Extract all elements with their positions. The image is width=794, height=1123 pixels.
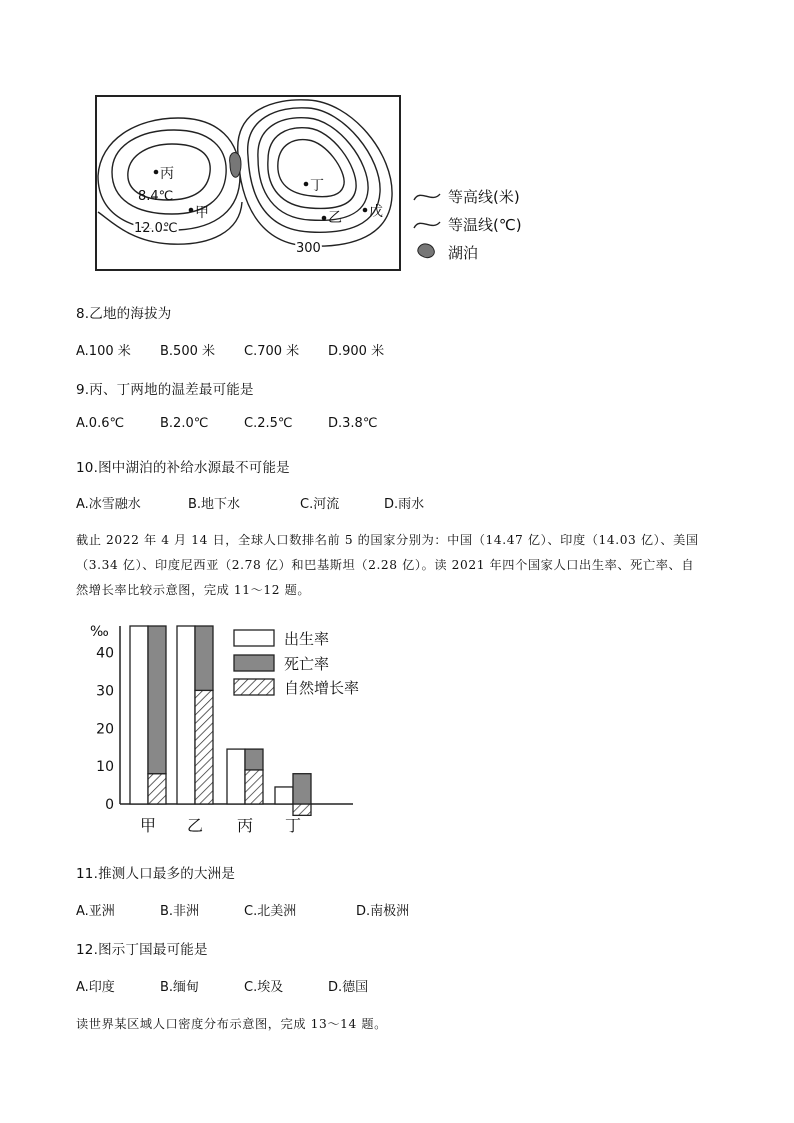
y-tick-label: 10 bbox=[96, 759, 114, 776]
point-jia bbox=[189, 208, 194, 213]
bar-natural-growth bbox=[293, 804, 311, 815]
option-12-c[interactable]: C.埃及 bbox=[244, 980, 284, 995]
contour-map-figure bbox=[90, 92, 530, 277]
y-tick-label: 30 bbox=[96, 683, 114, 700]
point-bing bbox=[154, 170, 159, 175]
x-category-label: 丁 bbox=[284, 816, 302, 835]
option-12-a[interactable]: A.印度 bbox=[76, 980, 115, 995]
option-8-b[interactable]: B.500 米 bbox=[160, 344, 215, 359]
option-9-b[interactable]: B.2.0℃ bbox=[160, 416, 209, 431]
legend-contour-symbol bbox=[414, 194, 440, 200]
lake-shape bbox=[230, 152, 241, 177]
legend-lake-label: 湖泊 bbox=[448, 244, 479, 262]
contour-line bbox=[238, 100, 392, 246]
option-9-a[interactable]: A.0.6℃ bbox=[76, 416, 125, 431]
label-bing: 丙 bbox=[160, 166, 174, 182]
map-frame bbox=[96, 96, 400, 270]
contour-line bbox=[258, 118, 368, 221]
legend-swatch bbox=[234, 630, 274, 646]
passage-line-2: （3.34 亿）、印度尼西亚（2.78 亿）和巴基斯坦（2.28 亿）。读 2021 年四个国家人口出生率、死亡率、自 bbox=[76, 558, 695, 572]
point-wu bbox=[363, 208, 368, 213]
option-10-c[interactable]: C.河流 bbox=[300, 497, 340, 512]
point-ding bbox=[304, 182, 309, 187]
legend-contour-label: 等高线(米) bbox=[448, 188, 520, 206]
bar-birth-rate bbox=[227, 749, 245, 804]
passage-population bbox=[76, 528, 716, 603]
bar-death-rate bbox=[195, 626, 213, 690]
bar-death-rate bbox=[148, 626, 166, 774]
option-11-b[interactable]: B.非洲 bbox=[160, 904, 200, 919]
question-12: 12.图示丁国最可能是 bbox=[76, 942, 208, 958]
option-11-a[interactable]: A.亚洲 bbox=[76, 904, 115, 919]
legend-label: 出生率 bbox=[284, 630, 330, 648]
option-10-b[interactable]: B.地下水 bbox=[188, 497, 241, 512]
bar-birth-rate bbox=[177, 626, 195, 804]
bar-birth-rate bbox=[130, 626, 148, 804]
option-8-c[interactable]: C.700 米 bbox=[244, 344, 300, 359]
y-tick-label: 20 bbox=[96, 721, 114, 738]
label-ding: 丁 bbox=[310, 178, 324, 194]
options-8 bbox=[76, 340, 412, 359]
option-9-d[interactable]: D.3.8℃ bbox=[328, 416, 378, 431]
option-10-a[interactable]: A.冰雪融水 bbox=[76, 497, 141, 512]
option-8-d[interactable]: D.900 米 bbox=[328, 344, 385, 359]
legend-lake-symbol bbox=[418, 244, 434, 258]
legend-isotherm-symbol bbox=[414, 222, 440, 228]
y-tick-label: 0 bbox=[105, 797, 114, 813]
question-11: 11.推测人口最多的大洲是 bbox=[76, 866, 236, 882]
option-9-c[interactable]: C.2.5℃ bbox=[244, 416, 293, 431]
options-11 bbox=[76, 900, 440, 919]
legend-isotherm-label: 等温线(℃) bbox=[448, 216, 522, 234]
label-elevation: 300 bbox=[296, 241, 321, 256]
point-yi bbox=[322, 216, 327, 221]
x-category-label: 丙 bbox=[236, 816, 254, 835]
legend-label: 死亡率 bbox=[284, 655, 330, 673]
passage-line-3: 然增长率比较示意图，完成 11～12 题。 bbox=[76, 583, 311, 597]
legend-label: 自然增长率 bbox=[284, 679, 360, 697]
question-10: 10.图中湖泊的补给水源最不可能是 bbox=[76, 460, 290, 476]
label-wu: 戊 bbox=[369, 204, 383, 220]
option-12-b[interactable]: B.缅甸 bbox=[160, 980, 200, 995]
question-9: 9.丙、丁两地的温差最可能是 bbox=[76, 382, 254, 398]
bar-natural-growth bbox=[195, 690, 213, 804]
passage-density: 读世界某区域人口密度分布示意图，完成 13～14 题。 bbox=[76, 1017, 387, 1031]
options-12 bbox=[76, 976, 412, 995]
bar-natural-growth bbox=[148, 774, 166, 804]
x-category-label: 乙 bbox=[186, 816, 204, 835]
label-jia: 甲 bbox=[195, 205, 209, 221]
question-8: 8.乙地的海拔为 bbox=[76, 306, 172, 322]
option-11-d[interactable]: D.南极洲 bbox=[356, 904, 410, 919]
passage-line-1: 截止 2022 年 4 月 14 日，全球人口数排名前 5 的国家分别为：中国（14.47 亿）、印度（14.03 亿）、美国 bbox=[76, 533, 699, 547]
label-yi: 乙 bbox=[328, 210, 342, 226]
y-tick-label: 40 bbox=[96, 645, 114, 662]
option-8-a[interactable]: A.100 米 bbox=[76, 344, 131, 359]
options-10 bbox=[76, 493, 468, 512]
bar-death-rate bbox=[245, 749, 263, 770]
x-category-label: 甲 bbox=[139, 816, 157, 835]
legend-swatch bbox=[234, 679, 274, 695]
legend-swatch bbox=[234, 655, 274, 671]
options-9 bbox=[76, 416, 412, 431]
option-11-c[interactable]: C.北美洲 bbox=[244, 904, 297, 919]
population-rate-chart bbox=[88, 618, 388, 840]
bar-death-rate bbox=[293, 774, 311, 804]
option-10-d[interactable]: D.雨水 bbox=[384, 497, 425, 512]
label-temp-outer: 12.0℃ bbox=[134, 221, 178, 236]
bar-birth-rate bbox=[275, 787, 293, 804]
y-unit-label: ‰ bbox=[90, 624, 109, 640]
label-temp-inner: 8.4℃ bbox=[138, 189, 174, 204]
bar-natural-growth bbox=[245, 770, 263, 804]
option-12-d[interactable]: D.德国 bbox=[328, 980, 369, 995]
